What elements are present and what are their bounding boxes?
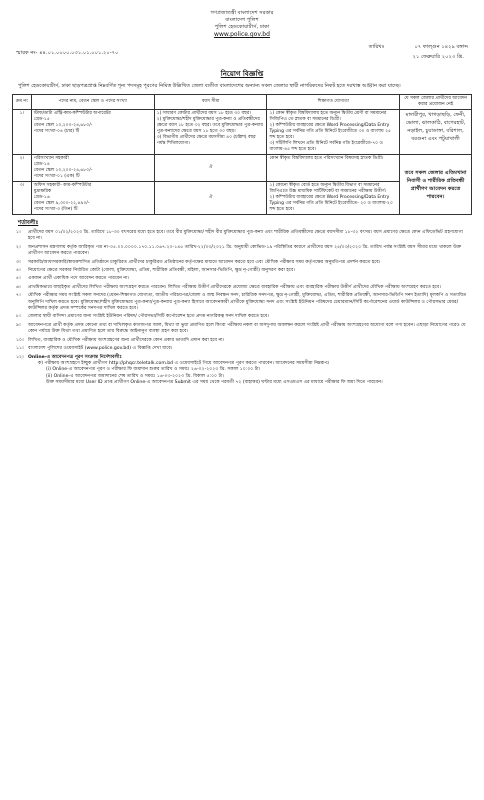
condition-text: জেলার স্থায়ী বাসিন্দা প্রমাণের জন্য সংশ্লিষ্ট ইউনিয়ন পরিষদ/ পৌরসভা/সিটি কর্পোরেশন হতে প্রদত্ত নাগরিকত্ব সনদ দাখিল করতে হবে।	[28, 314, 270, 320]
condition-item	[12, 268, 468, 274]
condition-text: Online-এ আবেদনপত্র পূরণ সংক্রান্ত নির্দেশাবলীঃ	[28, 354, 122, 360]
row1-scale: বেতন স্কেল ১০,২০০-২৪,৬৮০/-	[33, 123, 93, 128]
row1-post	[31, 110, 154, 155]
condition-text: মৌখিক পরীক্ষার সময় সংশ্লিষ্ট সকল সনদের (যেমন-শিক্ষাগত যোগ্যতা, জাতীয় পরিচয়পত্র/জেলা ও জন্ম নিবন্ধন সনদ, চারিত্রিক সনদপত্র, ক্ষুদ্র নৃ-গোষ্ঠী, মুক্তিযোদ্ধা, এতিম, শারীরিক প্রতিবন্ধী, আনসার-ভিডিপি সনদ ইত্যাদি) মূলকপি ও সত্যায়িত অনুলিপি দাখিল করতে হবে। মুক্তিযোদ্ধা/শহীদ মুক্তিযোদ্ধার পুত্র-কন্যা/পুত্র-কন্যার পুত্র-কন্যা হিসাবে আবেদনকারী প্রার্থীকে মুক্তিযোদ্ধা সনদ এবং সংশ্লিষ্ট ইউনিয়ন পরিষদের চেয়ারম্যান/সিটি কর্পোরেশনের ওয়ার্ড কাউন্সিলর ও পৌরসভার মেয়র/কাউন্সিলর কর্তৃক প্রদত্ত সম্পর্কের সনদপত্র দাখিল করতে হবে।	[28, 293, 467, 312]
row3-scale: বেতন স্কেল ৯,৩০০-২২,৪৯০/-	[33, 201, 90, 206]
online-apply-start: (i) Online-এ আবেদনপত্র পূরণ ও পরীক্ষার ফি জমাদান শুরুর তারিখ ও সময়ঃ ২৬-০২-২০২৩ খ্রি. সকাল ১০:০০ টা।	[46, 367, 261, 373]
letterhead	[12, 10, 472, 38]
row1-post-name: স্টাফ/ডাটা এন্ট্রি-কাম-কম্পিউটার অপারেটর	[33, 111, 111, 116]
row1-count: পদের সংখ্যা-০৪ (চার) টি	[33, 129, 80, 134]
condition-text: আবেদনপত্রে প্রার্থী কর্তৃক প্রদত্ত কোনো তথ্য বা দাখিলকৃত কাগজপত্র জাল, মিথ্যা বা ভুয়া প্রমাণিত হলে কিংবা পরীক্ষায় নকল বা অসদুপায় অবলম্বন করলে সংশ্লিষ্ট প্রার্থী পরীক্ষায় অংশগ্রহণের অযোগ্য বলে গণ্য হবেন। এছাড়া নিয়োগের পরেও যে কোন পর্যায়ে উক্ত মিথ্যা তথ্য প্রমাণিত হলে তার বিরুদ্ধে আইনানুগ ব্যবস্থা গ্রহণ করা হবে।	[28, 322, 466, 335]
condition-number: ৭।	[16, 293, 21, 299]
condition-text: নিয়োগের ক্ষেত্রে সরকার নির্ধারিত কোটা (জেলা, মুক্তিযোদ্ধা, এতিম, শারীরিক প্রতিবন্ধী, মহিলা, আনসার-ভিডিপি, ক্ষুদ্র নৃ-গোষ্ঠী) অনুসরণ করা হবে।	[28, 268, 295, 274]
row1-edu-3: ৩) সাঁটলিপি লিখনে প্রতি মিনিটে সর্বনিম্ন গতি ইংরেজীতে-৭০ ও বাংলায়-৪৫ শব্দ হতে হবে।	[269, 141, 383, 152]
row2-grade: গ্রেড-১৪	[33, 162, 50, 167]
col-dist: যে সকল জেলার প্রার্থীদের আবেদন করার প্রয়োজন নেই	[400, 95, 472, 110]
memo-ref: স্মারক নং- ৪৪.০১.০০০০.০৩১.০১.০০১.২০-৭০	[16, 50, 119, 56]
row1-sl: ১।	[13, 110, 32, 155]
col-post: পদের নাম, বেতন স্কেল ও পদের সংখ্যা	[31, 95, 154, 110]
memo-row	[12, 42, 472, 64]
condition-number: ২।	[16, 244, 21, 250]
condition-text: লিখিত, ব্যবহারিক ও মৌখিক পরীক্ষায় অংশগ্রহণের জন্য প্রার্থীদেরকে কোন প্রকার ভাতাদি প্রদান করা হবে না।	[28, 337, 225, 343]
condition-item	[12, 338, 468, 344]
online-apply-note: উক্ত সময়সীমার মধ্যে User ID প্রাপ্ত প্রার্থীগণ Online-এ আবেদনপত্র Submit এর সময় থেকে পরবর্তী ৭২ (বাহাত্তর) ঘণ্টার মধ্যে এসএমএস এর মাধ্যমে পরীক্ষার ফি জমা দিতে পারবেন।	[46, 380, 383, 386]
row1-edu	[267, 110, 400, 155]
header-line2: বাংলাদেশ পুলিশ	[225, 17, 259, 23]
conditions-list	[12, 230, 472, 387]
row2-sl: ২।	[13, 155, 32, 182]
vacancy-table	[12, 94, 472, 215]
header-url[interactable]: www.police.gov.bd	[214, 31, 270, 38]
row3-post-name2: মুদ্রাক্ষরিক	[33, 189, 52, 194]
condition-text: প্রার্থীদের বয়স ০১/০২/২০২৩ খ্রি. তারিখে ১৮-৩০ বৎসরের মধ্যে হতে হবে। তবে বীর মুক্তিযোদ্ধা/ শহীদ বীর মুক্তিযোদ্ধার পুত্র-কন্যা এবং শারীরিক প্রতিবন্ধীদের ক্ষেত্রে বয়সসীমা ১৮-৩২ বৎসর। বয়স প্রমাণের ক্ষেত্রে কোন এফিডেভিট গ্রহণযোগ্য হবে না।	[28, 230, 463, 242]
condition-number: ৪।	[16, 268, 21, 274]
row2-age: ঐ	[154, 155, 267, 182]
condition-number: ৫।	[16, 276, 21, 282]
condition-text: সরকারি/আধাসরকারি/স্বায়ত্তশাসিত প্রতিষ্ঠানে চাকুরিরত প্রার্থীদের চাকুরিরত প্রতিষ্ঠানের কর্তৃপক্ষের মাধ্যমে আবেদন করতে হবে এবং মৌখিক পরীক্ষার সময় কর্তৃপক্ষের অনুমতিপত্র প্রদর্শন করতে হবে।	[28, 259, 381, 265]
condition-item	[12, 323, 468, 336]
condition-item	[12, 260, 468, 266]
row3-post-name: অফিস সহকারী- কাম-কম্পিউটার	[33, 183, 92, 188]
table-header-row	[13, 95, 472, 110]
condition-text: জনপ্রশাসন মন্ত্রণালয় কর্তৃক জারিকৃত পত্র নং-০৫.০০.০০০০.১৭০.১১.০৬৭.২০-১৪৫ তারিখ-২২/০৩/২০২১ খ্রি. অনুযায়ী কোভিড-১৯ পরিস্থিতির কারণে প্রার্থীদের বয়স ২৫/০৩/২০২০ খ্রি. তারিখ পর্যন্ত সংশ্লিষ্ট বয়স সীমার মধ্যে থাকলে উক্ত প্রার্থীগণ আবেদন করতে পারবেন।	[28, 244, 462, 257]
condition-text: একজন প্রার্থী একাধিক পদে আবেদন করতে পারবেন না।	[28, 276, 130, 282]
row3-edu-2: ২) কম্পিউটার ব্যবহারের ক্ষেত্রে Word Processing/Data Entry Typing এর সর্বনিম্ন গতি প্রতি মিনিটে ইংরেজীতে- ২০ ও বাংলায়-২০ শব্দ হতে হবে।	[269, 195, 393, 212]
condition-number: ১।	[16, 230, 21, 235]
row1-edu-1: ১) কোন স্বীকৃত বিশ্ববিদ্যালয় হতে অন্যূন দ্বিতীয় শ্রেণী বা সমমানের সিজিপিএ তে স্নাতক বা সমমানের ডিগ্রী।	[269, 111, 387, 122]
condition-item	[12, 245, 468, 258]
row1-age-1: ১) সাধারণ কোটার প্রার্থীদের বয়স ১৮ হতে ৩০ বছর।	[156, 111, 251, 116]
row3-edu-1: ১) কোনো স্বীকৃত বোর্ড হতে অন্যূন দ্বিতীয় বিভাগ বা সমমানের জিপিএতে উচ্চ মাধ্যমিক সার্টিফিকেট বা সমমানের পরীক্ষায় উত্তীর্ণ।	[269, 183, 387, 194]
condition-number: ৮।	[16, 314, 21, 320]
condition-item	[12, 346, 468, 352]
table-row	[13, 110, 472, 155]
condition-text: প্রাথমিকভাবে বাছাইকৃত প্রার্থীদের লিখিত পরীক্ষায় অংশগ্রহণ করতে পারবেন। লিখিত পরীক্ষায় উত্তীর্ণ প্রার্থীদেরকে প্রযোজ্য ক্ষেত্রে ব্যবহারিক পরীক্ষায় এবং ব্যবহারিক পরীক্ষায় উত্তীর্ণ প্রার্থীদের মৌখিক পরীক্ষায় অংশগ্রহণ করতে হবে।	[28, 284, 441, 290]
row2-scale: বেতন স্কেল ১০,২০০-২৪,৬৮০/-	[33, 168, 93, 173]
condition-item	[12, 293, 468, 312]
col-edu: শিক্ষাগত যোগ্যতা	[267, 95, 400, 110]
row3-edu	[267, 182, 400, 215]
condition-number: ৬।	[16, 284, 21, 290]
condition-item	[12, 230, 468, 243]
row3-sl: ৩।	[13, 182, 32, 215]
condition-item	[12, 276, 468, 282]
row3-post	[31, 182, 154, 215]
row1-grade: গ্রেড-১৫	[33, 117, 50, 122]
row1-age-3: ৩) বিভাগীয় প্রার্থীদের ক্ষেত্রে বয়সসীমা ৪০ (চল্লিশ) বছর পর্যন্ত শিথিলযোগ্য।	[156, 135, 256, 146]
conditions-title: শর্তাবলীঃ	[18, 220, 39, 226]
header-line1: গণপ্রজাতন্ত্রী বাংলাদেশ সরকার	[210, 10, 274, 16]
date-english: ২১ ফেব্রুয়ারি ২০২৩ খ্রি.	[412, 54, 464, 60]
date-bangla: ০৭ ফাল্গুন ১৪২৯ বঙ্গাব্দ	[414, 44, 468, 50]
row2-post-name: পরিসংখ্যান সহকারী	[33, 156, 69, 161]
condition-text: বাংলাদেশ পুলিশের ওয়েবসাইট (www.police.gov.bd) এ বিজ্ঞপ্তি দেখা যাবে।	[28, 346, 173, 352]
page-title: নিয়োগ বিজ্ঞপ্তি	[220, 70, 264, 78]
online-apply-end: (ii) Online-এ আবেদনপত্র জমাদানের শেষ তারিখ ও সময়ঃ ১৬-০৩-২০২৩ খ্রি. বিকাল ৫:০০ টা।	[46, 373, 224, 379]
memo-dates	[369, 42, 468, 62]
condition-number: ১০।	[16, 337, 24, 343]
condition-number: ১১।	[16, 346, 24, 352]
condition-number: ৩।	[16, 259, 21, 265]
row2-edu: কোন স্বীকৃত বিশ্ববিদ্যালয় হতে পরিসংখ্যান বিষয়সহ স্নাতক ডিগ্রী।	[267, 155, 400, 182]
condition-item	[12, 285, 468, 291]
row1-age-2: ২) মুক্তিযোদ্ধা/শহীদ মুক্তিযোদ্ধার পুত্র-কন্যা ও প্রতিবন্ধীদের ক্ষেত্রে বয়স ১৮ হতে ৩২ বছর। তবে মুক্তিযোদ্ধার পুত্র-কন্যার পুত্র-কন্যাদের ক্ষেত্রে বয়স ১৮ হতে ৩০ বছর।	[156, 117, 263, 134]
row1-edu-2: ২) কম্পিউটার ব্যবহারের ক্ষেত্রে Word Processing/Data Entry Typing এর সর্বনিম্ন গতি প্রতি মিনিটে ইংরেজীতে ৩০ ও বাংলায় ২৫ শব্দ হতে হবে।	[269, 123, 391, 140]
row3-grade: গ্রেড-১৬	[33, 195, 50, 200]
condition-number: ১২।	[16, 354, 24, 360]
dist-exception: তবে সকল জেলার এতিমখানা নিবাসী ও শারীরিক প্রতিবন্ধী প্রার্থীগণ আবেদন করতে পারবেন।	[400, 155, 472, 215]
condition-item	[12, 355, 468, 387]
date-label: তারিখঃ	[368, 44, 385, 50]
dist-excluded: মাদারীপুর, খাগড়াছড়ি, ফেনী, ভোলা, ঝালকাঠি, বাগেরহাট, নড়াইল, চুয়াডাঙ্গা, বরিশাল, বরগুনা এবং পটুয়াখালী	[400, 110, 472, 155]
col-sl: ক্রম নং	[13, 95, 32, 110]
row2-post	[31, 155, 154, 182]
table-row	[13, 155, 472, 182]
header-line3: পুলিশ হেডকোয়ার্টার্স, ঢাকা	[214, 24, 270, 30]
condition-item	[12, 314, 468, 320]
row3-age: ঐ	[154, 182, 267, 215]
row3-count: পদের সংখ্যা-৩ (তিন) টি	[33, 207, 78, 212]
col-age: বয়স সীমা	[154, 95, 267, 110]
condition-number: ৯।	[16, 322, 21, 328]
online-apply-a: ক) পরীক্ষায় অংশগ্রহণে ইচ্ছুক প্রার্থীগণ http://phqcr.teletalk.com.bd এ ওয়েবসাইটে গিয়ে আবেদনপত্র পূরণ করতে পারবেন। আবেদনের সময়সীমা নিম্নরূপঃ	[38, 360, 330, 366]
row1-age	[154, 110, 267, 155]
row2-count: পদের সংখ্যা-০১ (এক) টি	[33, 174, 80, 179]
intro-text: পুলিশ হেডকোয়ার্টার্স, ঢাকা ছাড়পত্রপ্রাপ্ত নিম্নবর্ণিত শূন্য পদসমূহ পূরণের নিমিত্ত উল্লিখিত জেলা ব্যতীত বাংলাদেশের অন্যান্য সকল জেলার স্থায়ী নাগরিকদের নিকট হতে দরখাস্ত আহ্বান করা যাচ্ছে।	[18, 83, 401, 89]
